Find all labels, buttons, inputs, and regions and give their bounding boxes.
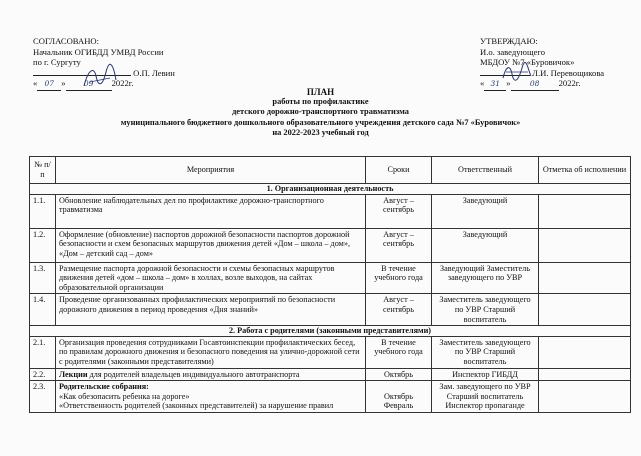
deadline-line: Февраль xyxy=(383,401,414,411)
date-year: 2022г. xyxy=(558,78,581,89)
table-row xyxy=(30,262,631,294)
approval-position: Начальник ОГИБДД УМВД России xyxy=(33,46,164,57)
date-day: 07 xyxy=(37,79,61,91)
row-activity: Размещение паспорта дорожной безопасности и схемы безопасных маршрутов движения детей «дом – школа – дом» в холлах, возле выходов, на сайтах образовательной организации xyxy=(56,262,366,294)
row-activity: Проведение организованных профилактических мероприятий по безопасности дорожного движения в период проведения «Дня знаний» xyxy=(56,294,366,326)
approval-date: « 31 » 08 2022г. xyxy=(480,78,604,91)
activity-bold: Лекции xyxy=(59,369,88,379)
row-responsible: Инспектор ГИБДД xyxy=(432,368,539,381)
table-row xyxy=(30,381,631,413)
row-note xyxy=(539,294,631,326)
row-deadline: Август – сентябрь xyxy=(366,294,432,326)
responsible-line: Инспектор пропаганде xyxy=(445,401,525,411)
approval-position: И.о. заведующего xyxy=(480,46,545,57)
plan-table xyxy=(29,156,631,413)
row-num: 2.2. xyxy=(30,368,56,381)
activity-bold: Родительские собрания: xyxy=(59,382,149,392)
row-num: 1.3. xyxy=(30,262,56,294)
section-row xyxy=(30,184,631,195)
approval-block-right xyxy=(480,36,604,91)
row-activity: Организация проведения сотрудниками Госавтоинспекции профилактических бесед, по правилам дорожного движения и безопасного поведения на улично-дорожной сети с родителями (законными представителями) xyxy=(56,336,366,368)
row-deadline: Август – сентябрь xyxy=(366,228,432,262)
row-responsible: Заместитель заведующего по УВР Старший воспитатель xyxy=(432,336,539,368)
row-note xyxy=(539,194,631,228)
row-deadline: В течение учебного года xyxy=(366,336,432,368)
date-day: 31 xyxy=(484,79,506,91)
row-note xyxy=(539,336,631,368)
title-line: муниципального бюджетного дошкольного образовательного учреждения детского сада №7 «Буровичок» xyxy=(120,117,521,127)
date-month: 09 xyxy=(66,79,112,91)
title-line: работы по профилактике xyxy=(272,97,369,107)
table-header-row xyxy=(30,157,631,184)
table-row xyxy=(30,228,631,262)
activity-line: «Как обезопасить ребенка на дороге» xyxy=(59,391,190,401)
header-note: Отметка об исполнении xyxy=(539,157,631,184)
row-responsible: Заведующий xyxy=(432,228,539,262)
activity-text: для родителей владельцев индивидуального автотранспорта xyxy=(87,369,300,379)
responsible-line: Зам. заведующего по УВР xyxy=(439,382,531,392)
header-num: № п/п xyxy=(30,157,56,184)
approval-heading: УТВЕРЖДАЮ: xyxy=(480,36,538,46)
approval-signer: О.П. Левин xyxy=(133,67,175,78)
section-row xyxy=(30,326,631,337)
row-deadline: В течение учебного года xyxy=(366,262,432,294)
header-responsible: Ответственный xyxy=(432,157,539,184)
approval-heading: СОГЛАСОВАНО: xyxy=(33,36,100,46)
approval-position-city: по г. Сургуту xyxy=(33,57,81,68)
row-responsible xyxy=(432,381,539,413)
row-deadline: Август – сентябрь xyxy=(366,194,432,228)
date-year: 2022г. xyxy=(111,78,134,89)
approval-signature-line xyxy=(480,68,604,79)
row-activity: Оформление (обновление) паспортов дорожной безопасности паспортов дорожной безопасности и схем безопасных маршрутов движения детей «Дом – школа – дом», «Дом – детский сад – дом» xyxy=(56,228,366,262)
row-num: 2.3. xyxy=(30,381,56,413)
row-note xyxy=(539,368,631,381)
responsible-line: Старший воспитатель xyxy=(446,391,524,401)
row-num: 2.1. xyxy=(30,336,56,368)
row-num: 1.2. xyxy=(30,228,56,262)
approval-signer: Л.И. Перевощикова xyxy=(532,67,605,78)
document-title xyxy=(0,87,641,138)
row-responsible: Заместитель заведующего по УВР Старший воспитатель xyxy=(432,294,539,326)
table-row xyxy=(30,294,631,326)
approval-organization: МБДОУ №7 «Буровичок» xyxy=(480,57,575,68)
row-note xyxy=(539,228,631,262)
row-deadline xyxy=(366,381,432,413)
header-activity: Мероприятия xyxy=(56,157,366,184)
table-row xyxy=(30,368,631,381)
row-activity xyxy=(56,381,366,413)
date-month: 08 xyxy=(511,79,559,91)
section-title: 1. Организационная деятельность xyxy=(30,184,631,195)
row-note xyxy=(539,262,631,294)
section-title: 2. Работа с родителями (законными представителями) xyxy=(30,326,631,337)
table-row xyxy=(30,336,631,368)
row-deadline: Октябрь xyxy=(366,368,432,381)
row-num: 1.4. xyxy=(30,294,56,326)
row-num: 1.1. xyxy=(30,194,56,228)
row-activity: Обновление наблюдательных дел по профилактике дорожно-транспортного травматизма xyxy=(56,194,366,228)
title-line: на 2022-2023 учебный год xyxy=(272,127,369,137)
title-plan: ПЛАН xyxy=(306,87,335,97)
row-responsible: Заведующий xyxy=(432,194,539,228)
activity-line: «Ответственность родителей (законных представителей) за нарушение правил xyxy=(59,401,334,411)
row-activity xyxy=(56,368,366,381)
row-responsible: Заведующий Заместитель заведующего по УВР xyxy=(432,262,539,294)
table-row xyxy=(30,194,631,228)
row-note xyxy=(539,381,631,413)
signature-right xyxy=(500,60,534,86)
title-line: детского дорожно-транспортного травматизма xyxy=(232,107,409,117)
header-deadline: Сроки xyxy=(366,157,432,184)
deadline-line: Октябрь xyxy=(383,391,413,401)
approval-date: « 07 » 09 2022г. xyxy=(33,78,175,91)
